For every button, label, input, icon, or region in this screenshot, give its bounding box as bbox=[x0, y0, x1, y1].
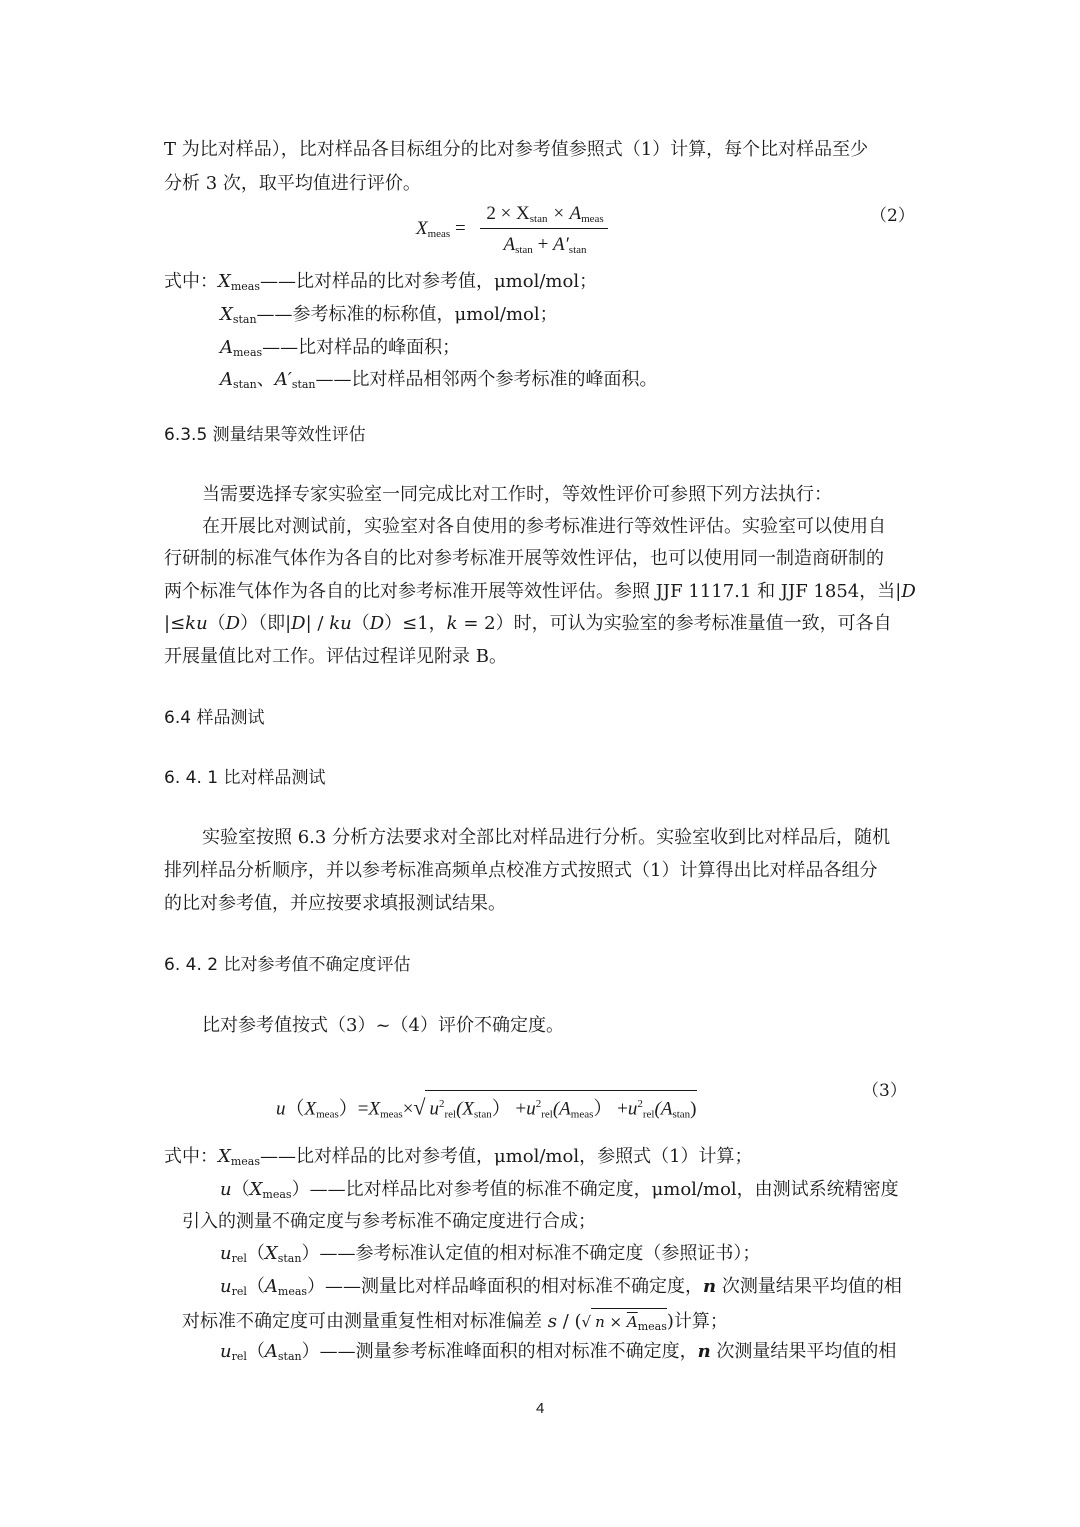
eq3-number: （3） bbox=[862, 1081, 907, 1101]
eq3-def-1: 式中：$X_{meas}——$比对样品的比对参考值，μmol/mol，参照式（1）计算； bbox=[164, 1146, 753, 1168]
page-number: 4 bbox=[536, 1400, 545, 1417]
section-heading-6-4-2: 6. 4. 2 比对参考值不确定度评估 bbox=[164, 955, 411, 975]
section-heading-6-4: 6.4 样品测试 bbox=[164, 708, 265, 728]
eq2-def-3: $A_{meas}——$比对样品的峰面积； bbox=[220, 337, 461, 359]
intro-line-1: T 为比对样品），比对样品各目标组分的比对参考值参照式（1）计算，每个比对样品至少 bbox=[164, 139, 869, 160]
eq3-def-5: $u_{rel}(A_{stan})——$测量参考标准峰面积的相对标准不确定度，n 次测量结果平均值的相 bbox=[220, 1341, 897, 1363]
sec635-para-2-line-5: 开展量值比对工作。评估过程详见附录 B。 bbox=[164, 646, 507, 667]
eq3-def-radical: $n \times \overline{A}_{meas}$ bbox=[591, 1308, 667, 1338]
eq2-lhs: $X_{meas}$ = bbox=[416, 218, 466, 240]
eq3-def-2-cont: 引入的测量不确定度与参考标准不确定度进行合成； bbox=[182, 1211, 596, 1232]
eq2-def-2: $X_{stan}——$参考标准的标称值，μmol/mol； bbox=[220, 304, 558, 326]
eq2-def-1: 式中：$X_{meas}——$比对样品的比对参考值，μmol/mol； bbox=[164, 271, 598, 293]
sec635-para-2-line-1: 在开展比对测试前，实验室对各自使用的参考标准进行等效性评估。实验室可以使用自 bbox=[202, 516, 886, 537]
eq3-def-3: $u_{rel}(X_{stan})——$参考标准认定值的相对标准不确定度（参照证书）； bbox=[220, 1243, 761, 1265]
sec635-para-2-line-3: 两个标准气体作为各自的比对参考标准开展等效性评估。参照 JJF 1117.1 和 JJF 1854，当|D bbox=[164, 581, 916, 602]
eq3-def-4: $u_{rel}(A_{meas})——$测量比对样品峰面积的相对标准不确定度，n 次测量结果平均值的相 bbox=[220, 1276, 902, 1298]
sec635-para-1: 当需要选择专家实验室一同完成比对工作时，等效性评价可参照下列方法执行： bbox=[202, 484, 832, 505]
eq3-def-4-cont: 对标准不确定度可由测量重复性相对标准偏差 s / (√ $n \times \overline{A}_{meas}$)计算； bbox=[182, 1308, 728, 1338]
eq2-fraction-bar bbox=[480, 228, 608, 229]
sec641-line-3: 的比对参考值，并应按要求填报测试结果。 bbox=[164, 893, 506, 914]
equation-3: $u(X_{meas})=X_{meas}\times√$ $u^2_{rel}(X_{stan}) +u^2_{rel}(A_{meas}) +u^2_{rel}(A_{stan})$ bbox=[276, 1090, 697, 1125]
section-heading-6-4-1: 6. 4. 1 比对样品测试 bbox=[164, 768, 326, 788]
sec635-para-2-line-4: |≤ku（D）（即|D| / ku（D）≤1，k = 2）时，可认为实验室的参考标准量值一致，可各自 bbox=[164, 613, 892, 634]
sec635-para-2-line-2: 行研制的标准气体作为各自的比对参考标准开展等效性评估，也可以使用同一制造商研制的 bbox=[164, 548, 884, 569]
eq2-number: （2） bbox=[870, 206, 915, 226]
eq3-def-2: $u(X_{meas})——$比对样品比对参考值的标准不确定度，μmol/mol，由测试系统精密度 bbox=[220, 1179, 899, 1201]
eq2-denominator: $A_{stan} + A'_{stan}$ bbox=[503, 234, 587, 256]
section-heading-6-3-5: 6.3.5 测量结果等效性评估 bbox=[164, 425, 366, 445]
intro-line-2: 分析 3 次，取平均值进行评价。 bbox=[164, 173, 421, 194]
eq3-radical: $u^2_{rel}(X_{stan}) +u^2_{rel}(A_{meas}) +u^2_{rel}(A_{stan})$ bbox=[425, 1090, 696, 1125]
eq2-numerator: $2 \times X_{stan} \times A_{meas}$ bbox=[486, 203, 604, 225]
eq2-def-4: $A_{stan}$、$A'_{stan}——$比对样品相邻两个参考标准的峰面积。 bbox=[220, 369, 658, 391]
sec641-line-1: 实验室按照 6.3 分析方法要求对全部比对样品进行分析。实验室收到比对样品后，随机 bbox=[202, 827, 891, 848]
sec642-line-1: 比对参考值按式（3）~（4）评价不确定度。 bbox=[202, 1015, 564, 1036]
sec641-line-2: 排列样品分析顺序，并以参考标准高频单点校准方式按照式（1）计算得出比对样品各组分 bbox=[164, 860, 878, 881]
